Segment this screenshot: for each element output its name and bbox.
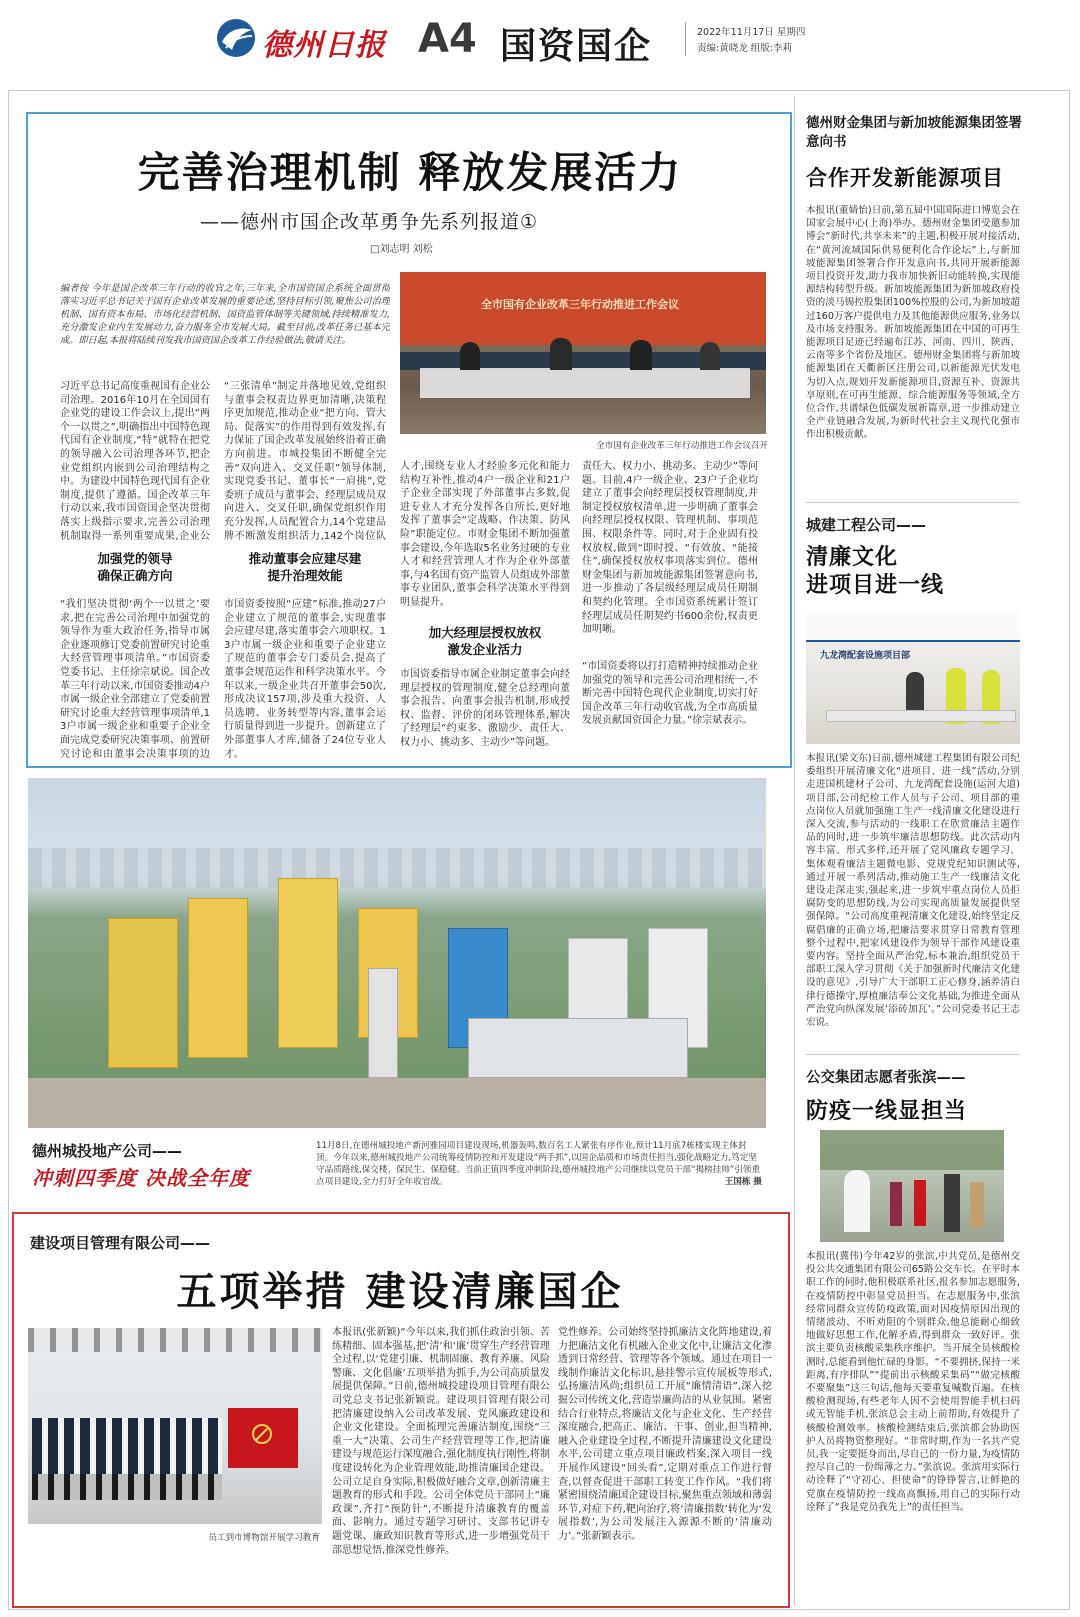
sidebar-divider bbox=[794, 96, 795, 1606]
lead-byline: □刘志明 刘松 bbox=[370, 244, 433, 255]
lead-col-1: 习近平总书记高度重视国有企业公司治理。2016年10月在全国国有企业党的建设工作会议上,提出“两个一以贯之”,明确指出中国特色现代国有企业制度,“特”就特在把党的领导融入公司治理各环节,把企业党组织内嵌到公司治理结构之中。为建设中国特色现代国有企业制度,提供了遵循。国企改革三年行动以来,我市国资国企坚决贯彻落实上级指示要求,完善公司治理机制取得一系列重要成果,企业公 bbox=[60, 381, 210, 542]
party-emblem-icon bbox=[248, 1420, 276, 1448]
lead-photo bbox=[400, 272, 766, 434]
bottom-col-2: 党性修养。公司始终坚持抓廉洁文化阵地建设,着力把廉洁文化有机融入企业文化中,让廉洁文化渗透到日常经营、管理等各个领域。通过在项目一线制作廉洁文化标识,悬挂警示宣传展板等形式,弘扬廉洁风尚;组织员工开展“廉情清语”,深入挖掘公司传统文化,营造崇廉尚洁的从业氛围。紧密结合行业特点,将廉洁文化与企业文化、生产经营深度融合,把高正、廉洁、干事、创业,担当精神,融入企业建设全过程,不断提升清廉建设文化建设水平,公司建立重点项目廉政档案,深入项目一线开展作风建设“回头看”,定期对重点工作进行督查,以督查促进干部职工转变工作作风。“我们将紧密围绕清廉国企建设目标,聚焦重点领域和薄弱环节,对症下药,靶向治疗,将‘清廉指数’转化为‘发展指数’,为公司发展注入源源不断的‘清廉动力’。”张新颖表示。 bbox=[558, 1327, 772, 1542]
sidebar-story3-title: 防疫一线显担当 bbox=[806, 1099, 968, 1124]
sidebar-story1-title: 合作开发新能源项目 bbox=[806, 166, 1004, 190]
lead-col-4: 责任大、权力小、挑动多、主动少”等问题。目前,4户一级企业、23户子企业均建立了董事会向经理层授权管理制度,并制定授权放权清单,进一步明确了董事会向经理层授权权限、管理机制、事项范围、权限条件等。同时,对于企业固有投权放权,做到“即时授、“有效放、“能接住”,确保授权放权事项落实到位。德州财金集团与新加坡能源集团签署意向书,进一步推动了各层级经理层成员任期制和契约化管理。全市国资系统累计签订经理层成员任期契约书600余份,权责更加明晰。 bbox=[582, 461, 758, 636]
sidebar-rule-2 bbox=[806, 1054, 1020, 1055]
lead-photo-caption: 全市国有企业改革三年行动推进工作会议召开 bbox=[596, 441, 768, 451]
bottom-photo bbox=[28, 1328, 322, 1524]
aerial-kicker: 德州城投地产公司—— bbox=[32, 1142, 183, 1160]
section-title: 国资国企 bbox=[500, 26, 653, 67]
issue-date: 2022年11月17日 星期四 bbox=[697, 27, 806, 38]
paper-name: 德州日报 bbox=[262, 28, 386, 63]
aerial-caption: 11月8日,在德州城投地产新河雅园项目建设现场,机器轰鸣,数百名工人紧张有序作业,预计11月底7栋楼实现主体封顶。今年以来,德州城投地产公司统筹疫情防控和开发建设“两手抓”,以国企品质和市场责任担当,强化战略定力,笃定坚守品质路线,保交楼、保民生、保稳健。当前正值四季度冲刺阶段,德州城投地产公司继续以党员干部“揭榜挂帅”引领重点项目建设,全力打好全年收官战。 bbox=[316, 1141, 761, 1187]
lead-col-3: 人才,围绕专业人才经验多元化和能力结构互补性,推动4户一级企业和21户子企业全部实现了外部董事占多数,促进专业人才充分发挥各自所长,更好地发挥了董事会“定战略、作决策、防风险”职能定位。市财金集团不断加强董事会建设,今年选取5名业务过硬的专业人才和经营管理人才作为企业外部董事,与4名国有资产监管人员组成外部董事专业团队,董事会科学决策水平得到明显提升。 bbox=[400, 461, 570, 608]
sidebar-story1-body: 本报讯(董婧怡)日前,第五届中国国际进口博览会在国家会展中心(上海)举办。德州财金集团受邀参加博会“新时代,共享未来”的主题,积极开展对接活动,在“黄河流域国际供易便利化合作论坛”上,与新加坡能源集团签署合作开发意向书,共同开展新能源项目投资开发,助力我市加快新旧动能转换,实现能源结构转型升级。新加坡能源集团为新加坡政府投资的淡马锡控股集团100%控股的公司,为新加坡超过160万客户提供电力及其他能源供应服务,业务以及市场支持服务。新加坡能源集团在中国的可再生能源项目足迹已经遍布江苏、河南、四川、陕西、云南等多个省份及地区。德州财金集团将与新加坡能源集团在天衢新区注册公司,以新能源光伏发电为切入点,规划开发新能源项目,资源互补、资源共享原则,在可再生能源、综合能源服务等领域,全方位合作,共谱绿色低碳发展新篇章,进一步推动建立全产业链融合发展,为新时代社会主义现代化强市作出积极贡献。 bbox=[806, 205, 1020, 441]
aerial-slogan: 冲刺四季度 决战全年度 bbox=[32, 1166, 250, 1190]
aerial-photo bbox=[28, 778, 766, 1128]
lead-col-3b: 市国资委指导市属企业制定董事会向经理层授权的管理制度,健全总经理向董事会报告、向董事会报告机制,形成授权、监督、评价的闭环管理体系,解决了经理层“约束多、激励少、责任大、权力小、挑动多、主动少”等问题。 bbox=[400, 669, 570, 748]
lead-subheadline: ——德州市国企改革勇争先系列报道① bbox=[200, 211, 539, 233]
lead-headline: 完善治理机制 释放发展活力 bbox=[137, 148, 683, 197]
sidebar-story2-title: 清廉文化 进项目进一线 bbox=[806, 545, 945, 598]
lead-col-1b: “我们坚决贯彻‘两个一以贯之’要求,把在完善公司治理中加强党的领导作为重大政治任务,指导市属企业逐项修订党委前置研究讨论重大经营管理事项清单。”市国资委党委书记、主任徐宗斌说。国企改革三年行动以来,市国资委推动4户市属一级企业全部建立了党委前置研究讨论重大经营管理事项清单,13户市属一级企业和重要子企业全面完成党委研究决策事项、前置研究讨论和由董事会决策事项的边 bbox=[60, 599, 210, 758]
bottom-kicker: 建设项目管理有限公司—— bbox=[30, 1234, 211, 1252]
sidebar-story3-photo bbox=[820, 1130, 1004, 1242]
newspaper-logo-icon bbox=[214, 16, 258, 60]
photo-sign-text: 九龙湾配套设施项目部 bbox=[820, 651, 911, 661]
sidebar-rule-1 bbox=[806, 502, 1020, 503]
lead-col-4b: “市国资委将以打打造精神持续推动企业加强党的领导和完善公司治理相统一,不断完善中国特色现代企业制度,切实打好国企改革三年行动收官战,为全市高质量发展贡献国资国企力量。”徐宗斌表示。 bbox=[582, 661, 758, 727]
sidebar-story3-kicker: 公交集团志愿者张滨—— bbox=[806, 1070, 966, 1086]
editor-note: 编者按 今年是国企改革三年行动的收官之年,三年来,全市国资国企系统全面贯彻落实习近平总书记关于国有企业改革发展的重要论述,坚持目标引领,聚焦公司治理机制、国有资本布局、市场化经营机制、国资监管体制等关键领域,持续精准发力,充分激发企业内生发展动力,奋力服务全市发展大局。截至目前,改革任务已基本完成。即日起,本报将陆续刊发我市国资国企改革工作经验做法,敬请关注。 bbox=[60, 283, 390, 346]
aerial-credit: 王国栋 摄 bbox=[724, 1177, 762, 1187]
bottom-headline: 五项举措 建设清廉国企 bbox=[176, 1268, 624, 1315]
masthead-divider bbox=[685, 22, 686, 56]
lead-col-2: “三张清单”制定并落地见效,党组织与董事会权责边界更加清晰,决策程序更加规范,推动企业“把方向、管大局、促落实”的作用得到有效发挥,有力保证了国企改革发展始终沿着正确方向前进。市城投集团不断健全完善“双向进入、交叉任职”领导体制,实现党委书记、董事长“一肩挑”,党委班子成员与董事会、经理层成员双向进入、交叉任职,确保党组织作用充分发挥,人员配置合力,14个党建品牌不断激发组织活力,142个岗位队 bbox=[224, 381, 386, 542]
sidebar-story2-kicker: 城建工程公司—— bbox=[806, 516, 927, 534]
sidebar-story2-photo bbox=[806, 614, 1020, 744]
lead-col-2b: 市国资委按照“应建”标准,推动27户企业建立了规范的董事会,实现董事会应建尽建,落实董事会六项职权。13户市属一级企业和重要子企业建立了规范的董事会专门委员会,提高了董事会规范运作和科学决策水平。今年以来,一级企业共召开董事会50次,形成决议157项,涉及重大投资、人员选聘、业务转型等内容,董事会运行质量得到进一步提升。创新建立了外部董事人才库,储备了24位专业人才。 bbox=[224, 599, 386, 758]
bottom-col-1: 本报讯(张新颖)“今年以来,我们抓住政治引领、苦练精细、固本强基,把‘清’和‘廉’贯穿生产经营管理全过程,以‘党建引廉、机制固廉、教育养廉、风险警廉、文化倡廉’五项举措为抓手,为公司高质量发展提供保障。”日前,德州城投建设项目管理有限公司党总支书记张新颖说。建设项目管理有限公司把清廉建设纳入公司改革发展、党风廉政建设和企业文化建设。全面梳理完善廉洁制度,围绕“三重一大”决策、公司生产经营管理等工作,把清廉建设与规范运行深度融合,强化制度执行刚性,将制度建设转化为企业管理效能,助推清廉国企建设。公司立足自身实际,积极做好融合文章,创新清廉主题教育的形式和手段。公司全体党员干部同上“廉政课”,齐打“预防针”,不断提升清廉教育的覆盖面、影响力。通过专题学习研讨、支部书记讲专题党课、廉政知识教育等形式,进一步增强党员干部思想觉悟,推深党性修养。 bbox=[332, 1327, 550, 1556]
sidebar-story3-body: 本报讯(冀伟)今年42岁的张滨,中共党员,是德州交投公共交通集团有限公司65路公交车长。在平时本职工作的同时,他积极联系社区,报名参加志愿服务,在疫情防控中彰显党员担当。在志愿服务中,张滨经常同群众宣传防疫政策,面对因疫情原因出现的情绪波动、不听劝阻的个别群众,他总能耐心细致地做好思想工作,化解矛盾,得到群众一致好评。张滨主要负责核酸采集秩序维护。当开展全员核酸检测时,总能看到他忙碌的身影。“不要拥挤,保持一米距离,有序排队”“提前出示核酸采集码”“做完核酸不要聚集”这三句话,他每天要重复喊数百遍。在核酸检测现场,有些老年人因不会使用智能手机扫码或无智能手机,张滨总会主动上前帮助,有效提升了核酸检测效率。核酸检测结束后,张滨都会协助医护人员将物资整理好。“非常时期,作为一名共产党员,我一定要挺身而出,尽自己的一份力量,为疫情防控尽自己的一份绵薄之力。”张滨说。张滨用实际行动诠释了“守初心、担使命”的铮铮誓言,让鲜艳的党旗在疫情防控一线高高飘扬,用自己的实际行动诠释了“我是党员我先上”的责任担当。 bbox=[806, 1251, 1020, 1513]
page-code: A4 bbox=[418, 16, 477, 62]
photo-banner-text: 全市国有企业改革三年行动推进工作会议 bbox=[481, 298, 679, 311]
sidebar-story2-body: 本报讯(梁文东)日前,德州城建工程集团有限公司纪委组织开展清廉文化“进项目、进一线”活动,分别走进国机建材子公司、九龙湾配套设施(运河大道)项目部,公司纪检工作人员与子公司、项目部的重点岗位人员就加强施工生产一线清廉文化建设进行深入交流,参与活动的一线职工在欣赏廉洁主题作品的同时,进一步筑牢廉洁思想防线。此次活动内容丰富、形式多样,还开展了党风廉政专题学习、集体观看廉洁主题微电影、党规党纪知识测试等,通过开展一系列活动,推动施工生产一线廉洁文化建设走深走实,强起来,进一步筑牢重点岗位人员拒腐防变的思想防线,为公司实现高质量发展提供坚强保障。“公司高度重视清廉文化建设,始终坚定反腐倡廉的正确立场,把廉洁要求贯穿日常教育管理整个过程中,把家风建设作为领导干部作风建设重要内容。坚持全面从严治党,标本兼治,组织党员干部职工深入学习贯彻《关于加强新时代廉洁文化建设的意见》,引导广大干部职工正心修身,涵养清白律行德操守,厚植廉洁奉公文化基础,为推进全面从严治党向纵深发展‘添砖加瓦’。”公司党委书记王志宏说。 bbox=[806, 753, 1020, 1029]
lead-col-3-subhead: 加大经理层授权放权 激发企业活力 bbox=[428, 625, 542, 657]
sidebar-story1-kicker: 德州财金集团与新加坡能源集团签署意向书 bbox=[806, 115, 1022, 150]
lead-col-1-subhead: 加强党的领导 确保正确方向 bbox=[97, 551, 173, 583]
editors-line: 责编:黄晓龙 组版:李莉 bbox=[697, 43, 792, 54]
bottom-photo-caption: 员工到市博物馆开展学习教育 bbox=[208, 1533, 320, 1543]
masthead bbox=[0, 0, 1080, 80]
lead-col-2-subhead: 推动董事会应建尽建 提升治理效能 bbox=[248, 551, 362, 583]
